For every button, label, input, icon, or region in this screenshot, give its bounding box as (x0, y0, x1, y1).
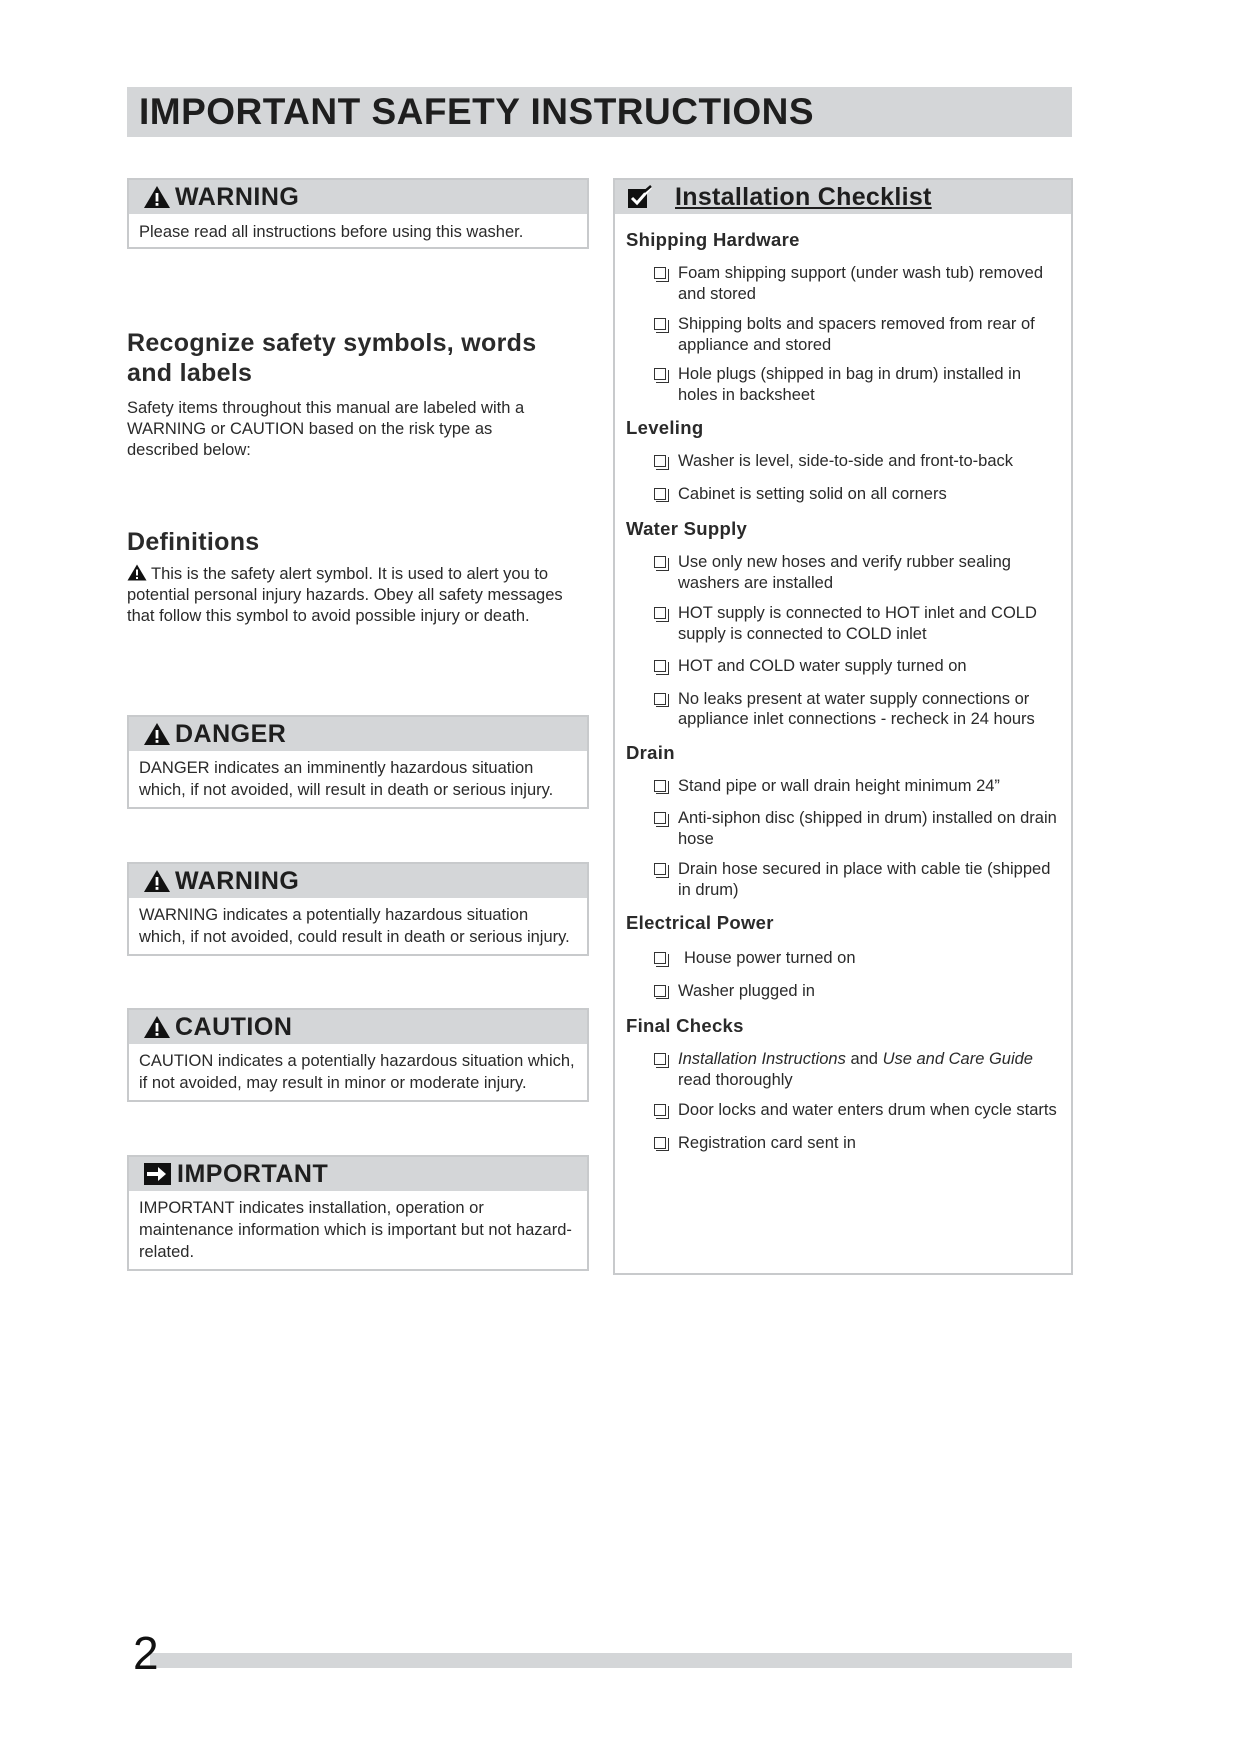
caution-header (129, 1010, 587, 1044)
important-box (127, 1155, 589, 1271)
list-item: Registration card sent in (654, 1133, 1061, 1154)
definitions-paragraph (127, 564, 592, 627)
caution-label: CAUTION (175, 1012, 293, 1041)
checkbox-icon (654, 318, 666, 330)
warning-triangle-icon (143, 185, 171, 209)
checkbox-icon (654, 488, 666, 500)
list-item: No leaks present at water supply connections or appliance inlet connections - recheck in 24 hours (654, 689, 1061, 730)
arrow-right-icon (143, 1162, 173, 1186)
list-item: Use only new hoses and verify rubber sealing washers are installed (654, 552, 1061, 593)
list-item: Shipping bolts and spacers removed from rear of appliance and stored (654, 314, 1061, 355)
checklist-content (615, 214, 1071, 1153)
list-item: Foam shipping support (under wash tub) removed and stored (654, 263, 1061, 304)
checkbox-icon (654, 863, 666, 875)
checkbox-icon (654, 455, 666, 467)
warning-triangle-icon (143, 869, 171, 893)
danger-text: DANGER indicates an imminently hazardous situation which, if not avoided, will result in death or serious injury. (139, 759, 554, 799)
page-number: 2 (133, 1627, 159, 1679)
shipping-hardware-heading: Shipping Hardware (626, 229, 800, 250)
list-item: Stand pipe or wall drain height minimum 24” (654, 776, 1061, 797)
warning-box (127, 862, 589, 956)
checkbox-icon (654, 952, 666, 964)
recognize-heading-line2: and labels (127, 359, 253, 387)
top-warning-header (129, 180, 587, 214)
caution-text: CAUTION indicates a potentially hazardous situation which, if not avoided, may result in minor or moderate injury. (139, 1052, 575, 1092)
definitions-heading: Definitions (127, 528, 260, 556)
checkbox-checked-icon (627, 185, 653, 209)
list-item: Drain hose secured in place with cable tie (shipped in drum) (654, 859, 1061, 900)
danger-header (129, 717, 587, 751)
checkbox-icon (654, 660, 666, 672)
definitions-text: This is the safety alert symbol. It is used to alert you to potential personal injury hazards. Obey all safety messages that follow this symbol to avoid possible injury or death. (127, 565, 563, 625)
top-warning-text: Please read all instructions before using this washer. (139, 223, 524, 241)
list-item: House power turned on (654, 948, 1061, 969)
checklist-title: Installation Checklist (675, 182, 932, 211)
warning-header (129, 864, 587, 898)
caution-box (127, 1008, 589, 1102)
list-item: Cabinet is setting solid on all corners (654, 484, 1061, 505)
electrical-power-heading: Electrical Power (626, 912, 774, 933)
danger-triangle-icon (143, 722, 171, 746)
checkbox-icon (654, 267, 666, 279)
important-text: IMPORTANT indicates installation, operation or maintenance information which is important but not hazard-related. (139, 1199, 572, 1261)
list-item: HOT and COLD water supply turned on (654, 656, 1061, 677)
safety-alert-icon (127, 564, 147, 581)
recognize-heading-line1: Recognize safety symbols, words (127, 329, 537, 357)
list-item: Door locks and water enters drum when cycle starts (654, 1100, 1061, 1121)
checklist-header (615, 180, 1071, 214)
warning-label: WARNING (175, 866, 300, 895)
important-label: IMPORTANT (177, 1159, 329, 1188)
danger-label: DANGER (175, 719, 287, 748)
list-item: Anti-siphon disc (shipped in drum) installed on drain hose (654, 808, 1061, 849)
warning-text: WARNING indicates a potentially hazardous situation which, if not avoided, could result in death or serious injury. (139, 906, 570, 946)
list-item: HOT supply is connected to HOT inlet and COLD supply is connected to COLD inlet (654, 603, 1061, 644)
caution-triangle-icon (143, 1015, 171, 1039)
checkbox-icon (654, 607, 666, 619)
final-checks-heading: Final Checks (626, 1015, 744, 1036)
leveling-heading: Leveling (626, 417, 704, 438)
checkbox-icon (654, 1137, 666, 1149)
recognize-heading (127, 328, 536, 388)
water-supply-heading: Water Supply (626, 518, 748, 539)
top-warning-box (127, 178, 589, 249)
list-item: Washer plugged in (654, 981, 1061, 1002)
danger-box (127, 715, 589, 809)
footer-bar (150, 1653, 1072, 1668)
checkbox-icon (654, 368, 666, 380)
checkbox-icon (654, 780, 666, 792)
page-title: IMPORTANT SAFETY INSTRUCTIONS (127, 87, 1072, 137)
checkbox-icon (654, 556, 666, 568)
list-item: Hole plugs (shipped in bag in drum) installed in holes in backsheet (654, 364, 1061, 405)
important-header (129, 1157, 587, 1191)
checkbox-icon (654, 812, 666, 824)
list-item: Installation Instructions and Use and Care Guide read thoroughly (654, 1049, 1061, 1090)
checkbox-icon (654, 693, 666, 705)
top-warning-label: WARNING (175, 182, 300, 211)
installation-checklist (613, 178, 1073, 1275)
checkbox-icon (654, 985, 666, 997)
list-item: Washer is level, side-to-side and front-to-back (654, 451, 1061, 472)
drain-heading: Drain (626, 741, 675, 763)
checkbox-icon (654, 1104, 666, 1116)
checkbox-icon (654, 1053, 666, 1065)
recognize-text: Safety items throughout this manual are labeled with a WARNING or CAUTION based on the risk type as described below: (127, 399, 525, 459)
